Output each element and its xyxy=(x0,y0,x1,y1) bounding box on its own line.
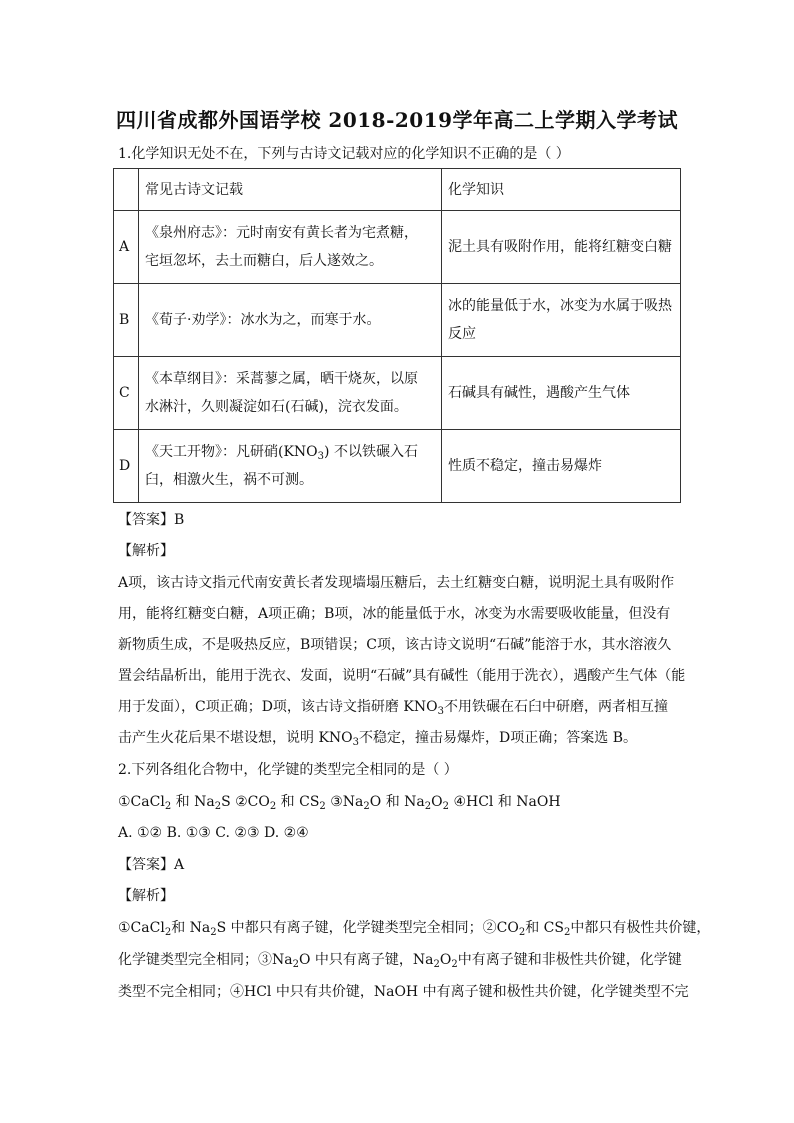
option-text: O 和 Na xyxy=(369,794,425,810)
analysis-text: 不用铁碾在石臼中研磨，两者相互撞 xyxy=(443,699,668,715)
option-text: ③Na xyxy=(325,794,364,810)
table-row xyxy=(114,430,681,503)
question-1-analysis-heading: 【解析】 xyxy=(118,543,174,559)
row-label: A xyxy=(114,211,139,284)
question-1-stem: 1.化学知识无处不在，下列与古诗文记载对应的化学知识不正确的是（ ） xyxy=(118,146,570,162)
analysis-line: 用，能将红糖变白糖，A项正确；B项，冰的能量低于水，冰变为水需要吸收能量，但没有 xyxy=(118,606,671,622)
record-line: 臼，相激火生，祸不可测。 xyxy=(145,472,313,488)
option-text: ④HCl 和 NaOH xyxy=(449,794,561,810)
table-header-cell xyxy=(114,169,139,211)
subscript: 2 xyxy=(210,927,217,938)
analysis-line: A项，该古诗文指元代南安黄长者发现墙塌压糖后，去土红糖变白糖，说明泥土具有吸附作 xyxy=(118,575,675,591)
subscript: 2 xyxy=(292,959,299,970)
analysis-text: ①CaCl xyxy=(118,920,165,936)
knowledge-cell xyxy=(442,357,681,430)
knowledge-line: 性质不稳定，撞击易爆炸 xyxy=(448,458,602,474)
exam-title: 四川省成都外国语学校 2018-2019学年高二上学期入学考试 xyxy=(115,108,679,132)
knowledge-cell xyxy=(442,211,681,284)
option-text: 和 CS xyxy=(276,794,320,810)
knowledge-line: 反应 xyxy=(448,326,476,342)
record-text: ) 不以铁碾入石 xyxy=(324,444,418,460)
question-2-answer: 【答案】A xyxy=(118,857,185,873)
analysis-line: 类型不完全相同；④HCl 中只有共价键，NaOH 中有离子键和极性共价键，化学键类型不完 xyxy=(118,984,689,1000)
analysis-text: 击产生火花后果不堪设想，说明 KNO xyxy=(118,730,353,746)
subscript: 2 xyxy=(433,959,440,970)
analysis-line xyxy=(118,950,684,970)
analysis-line: 新物质生成，不是吸热反应，B项错误；C项，该古诗文说明“石碱”能溶于水，其水溶液久 xyxy=(118,637,672,653)
table-header-cell: 常见古诗文记载 xyxy=(139,169,442,211)
analysis-text: 中都只有极性共价键， xyxy=(570,920,711,936)
table-header-row xyxy=(114,169,681,211)
table-row xyxy=(114,211,681,284)
analysis-text: 中有离子键和非极性共价键，化学键 xyxy=(457,952,682,968)
subscript: 2 xyxy=(563,927,571,938)
table-header-cell: 化学知识 xyxy=(442,169,681,211)
analysis-line xyxy=(118,697,684,717)
analysis-line xyxy=(118,728,684,748)
analysis-text: O 中只有离子键，Na xyxy=(298,952,434,968)
subscript: 2 xyxy=(319,801,326,812)
knowledge-line: 泥土具有吸附作用，能将红糖变白糖 xyxy=(448,239,672,255)
record-cell xyxy=(139,357,442,430)
question-1-answer: 【答案】B xyxy=(118,512,185,528)
analysis-line xyxy=(118,918,711,938)
knowledge-cell xyxy=(442,430,681,503)
subscript: 3 xyxy=(317,451,325,462)
subscript: 2 xyxy=(269,801,277,812)
question-2-stem: 2.下列各组化合物中，化学键的类型完全相同的是（ ） xyxy=(118,762,458,778)
analysis-text: S 中都只有离子键，化学键类型完全相同；②CO xyxy=(216,920,519,936)
subscript: 2 xyxy=(164,927,172,938)
subscript: 3 xyxy=(352,737,360,748)
analysis-text: 和 Na xyxy=(171,920,211,936)
option-text: 和 Na xyxy=(171,794,215,810)
subscript: 3 xyxy=(437,706,444,717)
record-line: 《本草纲目》：采蒿蓼之属，晒干烧灰，以原 xyxy=(145,371,418,387)
record-cell xyxy=(139,430,442,503)
table-row xyxy=(114,284,681,357)
question-2-choices: A. ①② B. ①③ C. ②③ D. ②④ xyxy=(118,825,309,841)
subscript: 2 xyxy=(451,959,458,970)
analysis-text: 和 CS xyxy=(525,920,564,936)
row-label: C xyxy=(114,357,139,430)
row-label: B xyxy=(114,284,139,357)
record-text: 《天工开物》：凡研硝(KNO xyxy=(145,444,318,460)
analysis-text: 用于发面），C项正确；D项，该古诗文指研磨 KNO xyxy=(118,699,438,715)
analysis-line: 置会结晶析出，能用于洗衣、发面，说明“石碱”具有碱性（能用于洗衣），遇酸产生气体（能 xyxy=(118,668,686,684)
record-cell xyxy=(139,284,442,357)
analysis-text: O xyxy=(439,952,452,968)
question-2-analysis-heading: 【解析】 xyxy=(118,888,174,904)
table-row xyxy=(114,357,681,430)
record-line xyxy=(145,438,435,466)
record-line: 《荀子·劝学》：冰水为之，而寒于水。 xyxy=(145,312,381,328)
subscript: 2 xyxy=(214,801,222,812)
record-line: 《泉州府志》：元时南安有黄长者为宅煮糖， xyxy=(145,225,418,241)
knowledge-cell xyxy=(442,284,681,357)
question-1-table xyxy=(113,168,681,503)
option-text: S ②CO xyxy=(221,794,270,810)
option-text: ①CaCl xyxy=(118,794,165,810)
analysis-text: 不稳定，撞击易爆炸，D项正确；答案选 B。 xyxy=(359,730,637,746)
knowledge-line: 石碱具有碱性，遇酸产生气体 xyxy=(448,385,630,401)
record-line: 宅垣忽坏，去土而糖白，后人遂效之。 xyxy=(145,253,383,269)
subscript: 2 xyxy=(518,927,526,938)
row-label: D xyxy=(114,430,139,503)
question-2-options xyxy=(118,792,684,812)
option-text: O xyxy=(431,794,443,810)
subscript: 2 xyxy=(442,801,449,812)
subscript: 2 xyxy=(164,801,172,812)
analysis-text: 化学键类型完全相同；③Na xyxy=(118,952,293,968)
knowledge-line: 冰的能量低于水，冰变为水属于吸热 xyxy=(448,298,672,314)
record-cell xyxy=(139,211,442,284)
subscript: 2 xyxy=(363,801,370,812)
subscript: 2 xyxy=(424,801,432,812)
record-line: 水淋汁，久则凝淀如石(石碱)，浣衣发面。 xyxy=(145,399,408,415)
